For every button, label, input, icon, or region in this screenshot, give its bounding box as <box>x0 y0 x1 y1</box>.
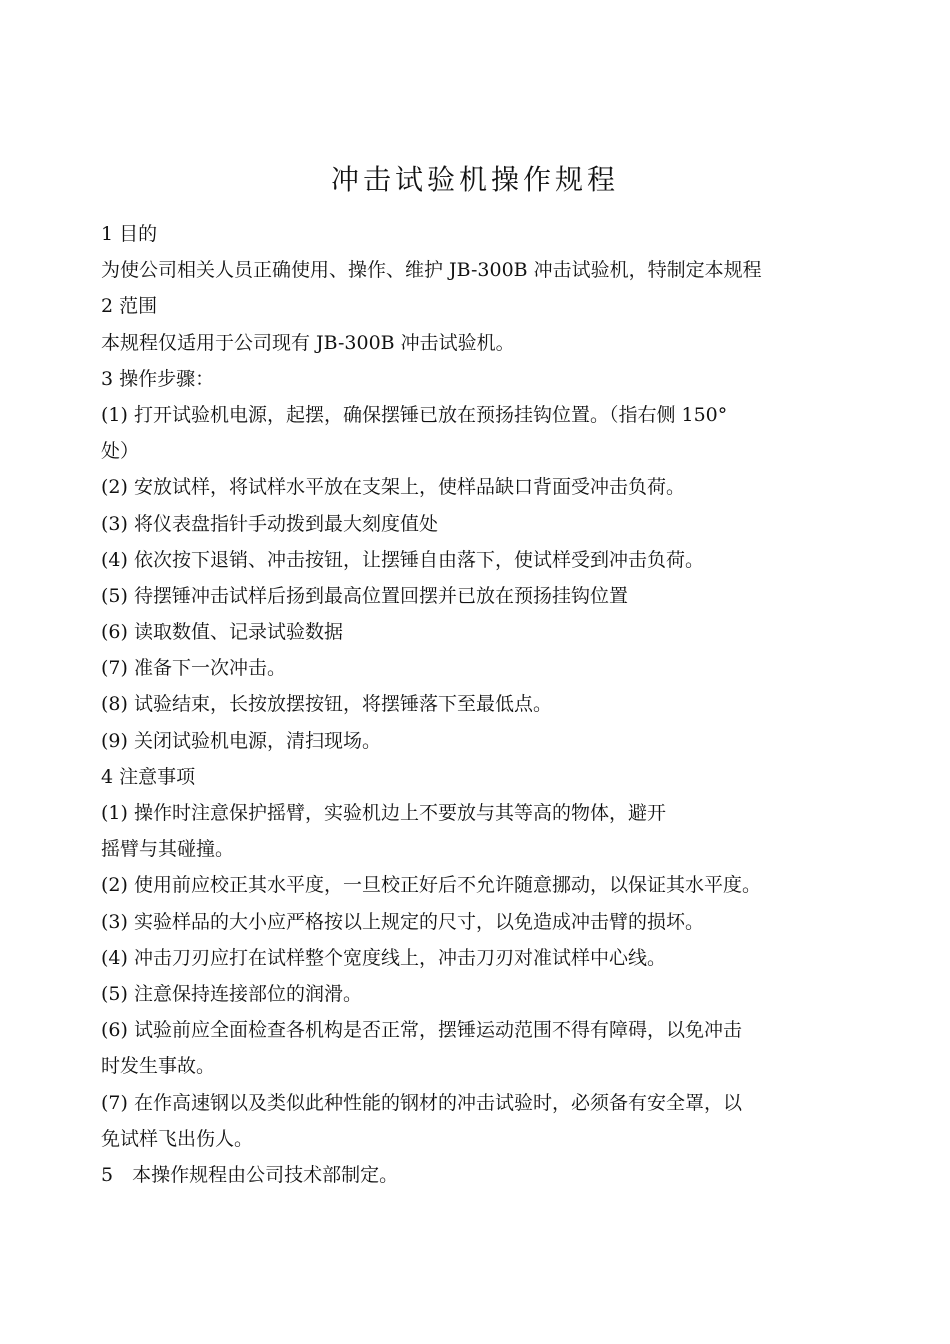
document-body <box>101 216 881 1193</box>
text-line: (1) 操作时注意保护摇臂，实验机边上不要放与其等高的物体，避开 <box>101 802 666 824</box>
text-line: (8) 试验结束，长按放摆按钮，将摆锤落下至最低点。 <box>101 693 552 716</box>
text-line: (2) 安放试样，将试样水平放在支架上，使样品缺口背面受冲击负荷。 <box>101 476 685 499</box>
text-line: (6) 读取数值、记录试验数据 <box>101 621 343 644</box>
text-line: (7) 在作高速钢以及类似此种性能的钢材的冲击试验时，必须备有安全罩，以 <box>101 1091 742 1114</box>
text-line: (7) 准备下一次冲击。 <box>101 657 286 680</box>
text-line: (3) 实验样品的大小应严格按以上规定的尺寸，以免造成冲击臂的损坏。 <box>101 910 704 933</box>
text-line: 免试样飞出伤人。 <box>101 1127 254 1150</box>
text-line: (9) 关闭试验机电源，清扫现场。 <box>101 729 381 752</box>
text-line: (3) 将仪表盘指针手动拨到最大刻度值处 <box>101 512 438 535</box>
text-line: 3 操作步骤： <box>101 367 215 390</box>
document-title: 冲击试验机操作规程 <box>330 163 619 196</box>
text-line: 4 注意事项 <box>101 765 196 788</box>
text-line: (5) 待摆锤冲击试样后扬到最高位置回摆并已放在预扬挂钩位置 <box>101 584 628 607</box>
text-line: (1) 打开试验机电源，起摆，确保摆锤已放在预扬挂钩位置。（指右侧 150° <box>101 403 728 426</box>
text-line: (4) 依次按下退销、冲击按钮，让摆锤自由落下，使试样受到冲击负荷。 <box>101 548 704 571</box>
text-line: 2 范围 <box>101 295 158 318</box>
text-line: 为使公司相关人员正确使用、操作、维护 JB-300B 冲击试验机，特制定本规程 <box>101 259 762 282</box>
text-line: (6) 试验前应全面检查各机构是否正常，摆锤运动范围不得有障碍，以免冲击 <box>101 1019 742 1042</box>
text-line: 摇臂与其碰撞。 <box>101 838 235 861</box>
text-line: 处） <box>101 440 140 463</box>
text-line: 本规程仅适用于公司现有 JB-300B 冲击试验机。 <box>101 331 515 354</box>
text-line: (2) 使用前应校正其水平度，一旦校正好后不允许随意挪动，以保证其水平度。 <box>101 874 761 897</box>
text-line: 5 本操作规程由公司技术部制定。 <box>101 1163 399 1186</box>
text-line: (4) 冲击刀刃应打在试样整个宽度线上，冲击刀刃对准试样中心线。 <box>101 946 666 969</box>
text-line: (5) 注意保持连接部位的润滑。 <box>101 982 362 1005</box>
text-line: 时发生事故。 <box>101 1055 216 1078</box>
text-line: 1 目的 <box>101 223 158 245</box>
